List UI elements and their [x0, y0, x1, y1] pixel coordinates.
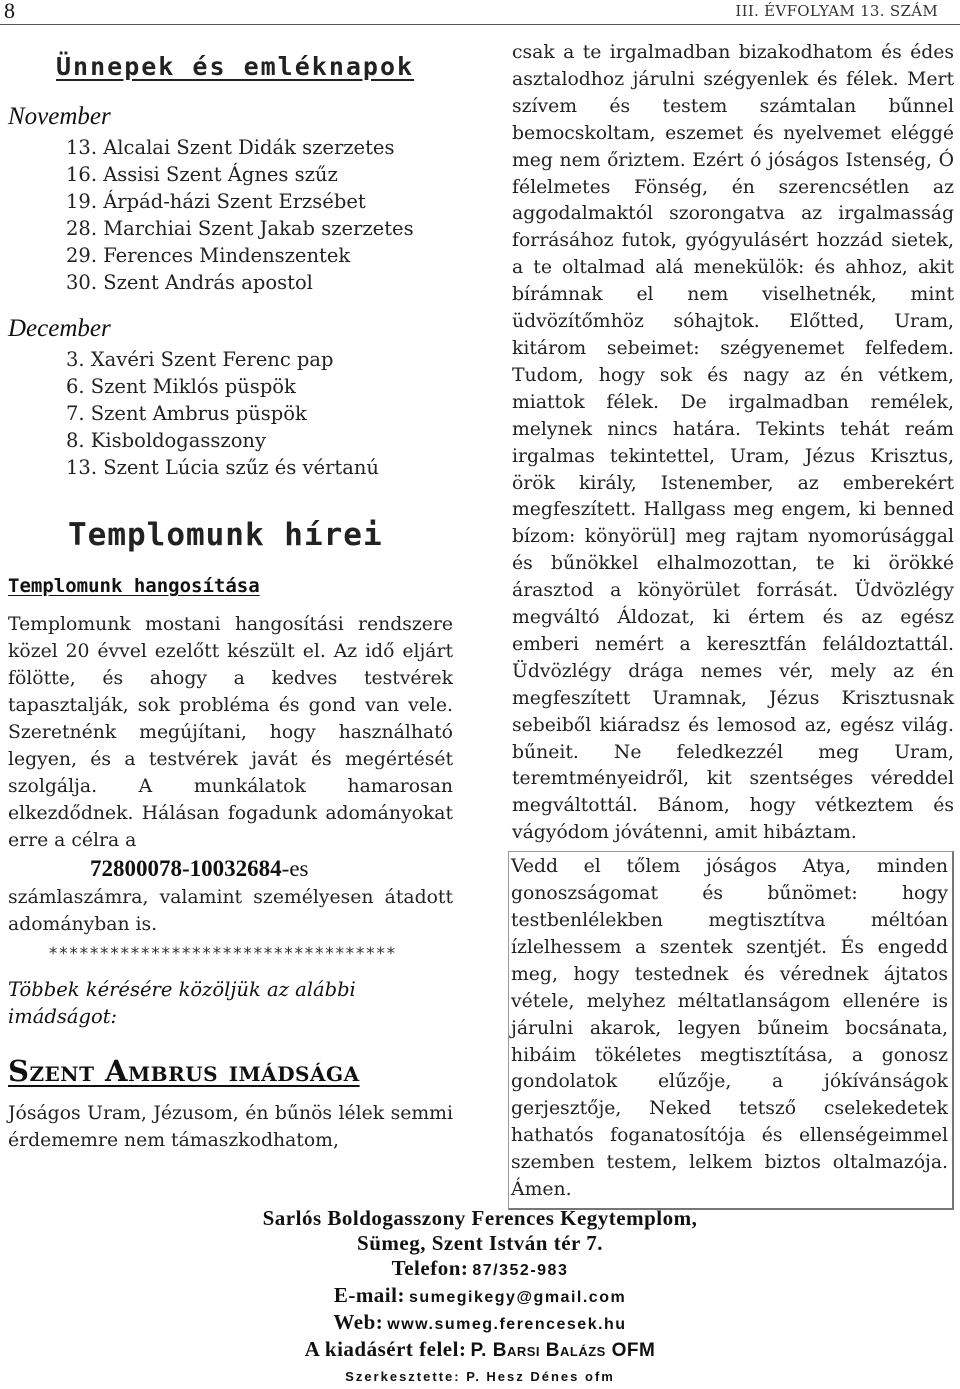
list-item: 6. Szent Miklós püspök [66, 375, 296, 398]
publisher-line [0, 1337, 960, 1364]
email-line [0, 1283, 960, 1310]
publisher-label: A kiadásért felel: [304, 1337, 467, 1361]
list-item: 19. Árpád-házi Szent Erzsébet [66, 190, 366, 213]
news-subtitle: Templomunk hangosítása [8, 575, 260, 597]
right-column [512, 40, 954, 1210]
holidays-title: Ünnepek és emléknapok [56, 52, 415, 81]
month-december: December [8, 315, 111, 342]
list-item: 13. Alcalai Szent Didák szerzetes [66, 136, 395, 159]
prayer-text-boxed: Vedd el tőlem jóságos Atya, minden gonoszságomat és bűnömet: hogy testbenlélekben megtisztítva méltóan ízlelhessem a szentek szentjét. És engedd meg, hogy testednek és vérednek ájtatos vétele, melyhez méltatlanságom ellenére is járulni akarok, legyen bűneim bocsánata, hibáim tökéletes megtisztítása, a gonosz gondolatok elűzője, a jókívánságok gerjesztője, Neked tetsző cselekedetek hathatós foganatosítója és ellenségeimmel szemben testem, lelkem biztos oltalmazója. Ámen. [511, 856, 948, 1201]
account-number-line [90, 854, 453, 884]
account-suffix: -es [281, 856, 309, 881]
left-column [8, 40, 453, 1154]
list-item: 28. Marchiai Szent Jakab szerzetes [66, 217, 414, 240]
account-number: 72800078-10032684 [90, 856, 282, 881]
phone-line [0, 1256, 960, 1283]
news-paragraph: Templomunk mostani hangosítási rendszere közel 20 évvel ezelőtt készült el. Az idő eljárt fölötte, és ahogy a kedves testvérek tapasztalják, sok probléma és gond van vele. Szeretnénk megújítani, hogy használható legyen, és a testvérek javát és megértését szolgálja. A munkálatok hamarosan elkezdődnek. Hálásan fogadunk adományokat erre a célra a [8, 614, 453, 851]
prayer-box [508, 851, 954, 1210]
issue-label: III. ÉVFOLYAM 13. SZÁM [735, 2, 938, 20]
phone-label: Telefon: [391, 1256, 469, 1280]
separator: ********************************** [48, 944, 396, 964]
church-address: Sümeg, Szent István tér 7. [357, 1231, 603, 1255]
list-item: 16. Assisi Szent Ágnes szűz [66, 163, 338, 186]
prayer-text-start: Jóságos Uram, Jézusom, én bűnös lélek semmi érdememre nem támaszkodhatom, [8, 1103, 453, 1151]
page-number: 8 [4, 0, 15, 23]
church-name: Sarlós Boldogasszony Ferences Kegytemplom, [262, 1206, 698, 1230]
november-list [8, 134, 453, 296]
news-title: Templomunk hírei [68, 517, 383, 553]
prayer-title: Szent Ambrus imádsága [8, 1054, 360, 1088]
list-item: 29. Ferences Mindenszentek [66, 244, 351, 267]
page-header [0, 0, 960, 25]
december-list [8, 346, 453, 481]
list-item: 7. Szent Ambrus püspök [66, 402, 307, 425]
list-item: 13. Szent Lúcia szűz és vértanú [66, 456, 379, 479]
publisher-value: P. Barsi Balázs OFM [470, 1340, 656, 1361]
email-label: E-mail: [333, 1283, 405, 1307]
prayer-text-continued: csak a te irgalmadban bizakodhatom és édes asztalodhoz járulni szégyenlek és félek. Mert szívem és testem számtalan bűnnel bemocskoltam, eszemet és nyelvemet eléggé meg nem őriztem. Ezért ó jóságos Istenség, Ó félelmetes Fönség, én szerencsétlen az aggodalmaktól szorongatva az irgalmasság forrásához futok, gyógyulásért hozzád sietek, a te oltalmad alá menekülök: és ahhoz, akit bírámnak el nem viselhetnék, mint üdvözítőmhöz sóhajtok. Előtted, Uram, kitárom sebeimet: szégyenemet felfedem. Tudom, hogy sok és nagy az én vétkem, miattok félek. De irgalmadban remélek, melynek nincs határa. Tekints tehát reám irgalmas tekintettel, Uram, Jézus Krisztus, örök király, Istenember, az emberekért megfeszített. Hallgass meg engem, ki benned bízom: könyörül] meg rajtam nyomorúsággal és bűnökkel elhalmozottan, te ki örökké árasztod a könyörület forrását. Üdvözlégy megváltó Áldozat, ki értem és az egész emberi nemért a keresztfán feláldoztattál. Üdvözlégy drága nemes vér, mely az én megfeszített Uramnak, Jézus Krisztusnak sebeiből kiáradsz és lemosod az, egész világ. bűneit. Ne feledkezzél meg Uram, teremtményeidről, kit szentséges véreddel megváltottál. Bánom, hogy vétkeztem és vágyódom jóvátenni, amit hibáztam. [512, 42, 954, 844]
web-value: www.sumeg.ferencesek.hu [387, 1316, 627, 1333]
list-item: 8. Kisboldogasszony [66, 429, 267, 452]
web-line [0, 1310, 960, 1337]
news-paragraph-2: számlaszámra, valamint személyesen átadott adományban is. [8, 887, 453, 935]
web-label: Web: [333, 1310, 384, 1334]
editor-line: Szerkesztette: P. Hesz Dénes ofm [345, 1369, 615, 1384]
footer [0, 1206, 960, 1389]
request-note: Többek kérésére közöljük az alábbi imádságot: [8, 978, 356, 1028]
phone-value: 87/352-983 [472, 1262, 569, 1279]
email-value: sumegikegy@gmail.com [408, 1289, 627, 1306]
list-item: 30. Szent András apostol [66, 271, 313, 294]
list-item: 3. Xavéri Szent Ferenc pap [66, 348, 334, 371]
month-november: November [8, 103, 111, 130]
